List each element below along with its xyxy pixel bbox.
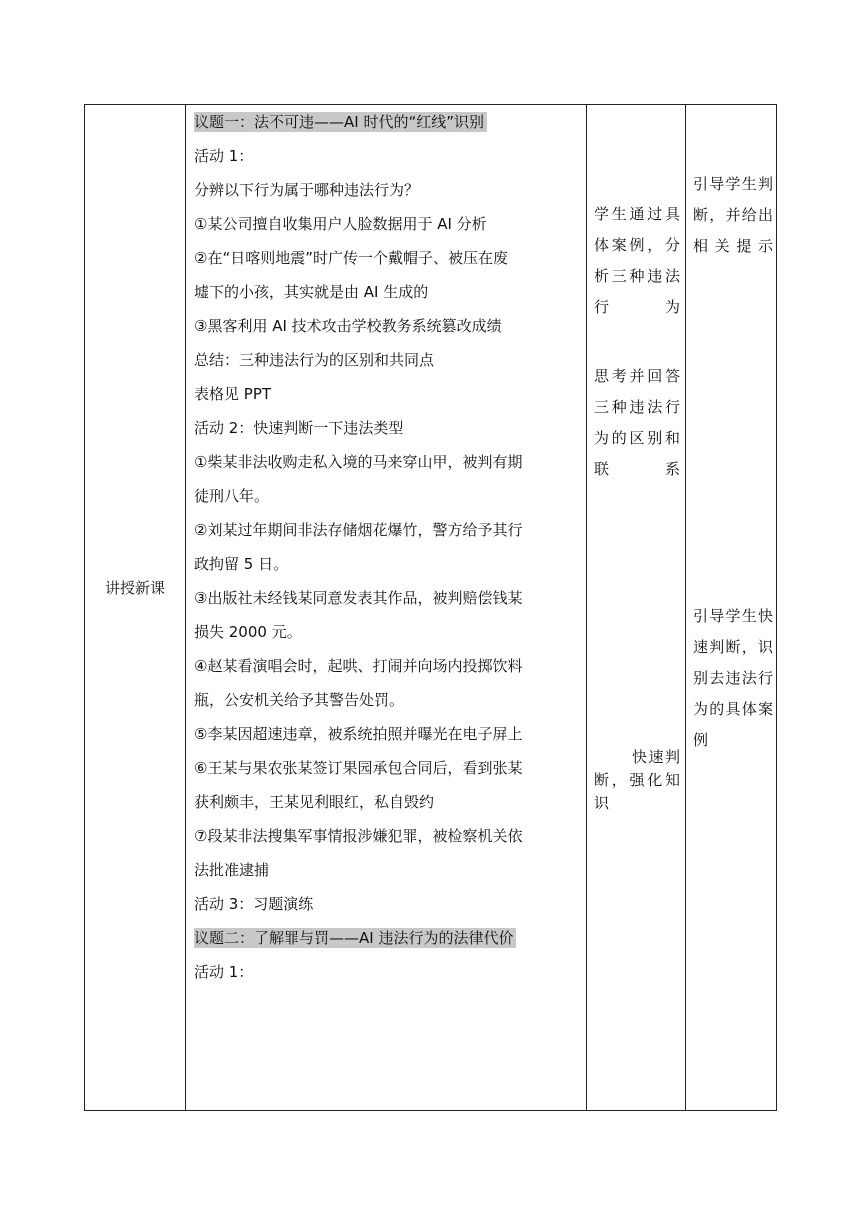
content-line-text: 活动 1： [194,963,254,981]
content-line-text: 徒刑八年。 [194,487,270,505]
student-activity-3: 快速判断，强化知识 [594,748,680,812]
content-line-text: 瓶，公安机关给予其警告处罚。 [194,691,405,709]
content-line [194,616,580,650]
content-line [194,378,580,412]
section-label: 讲授新课 [104,579,165,597]
content-line [194,242,580,276]
content-line [194,548,580,582]
content-line [194,174,580,208]
column-divider [586,105,587,1110]
content-line-text: 分辨以下行为属于哪种违法行为？ [194,181,420,199]
content-line [194,650,580,684]
topic-heading-text: 议题二：了解罪与罚——AI 违法行为的法律代价 [194,928,516,948]
content-line-text: ③出版社未经钱某同意发表其作品，被判赔偿钱某 [194,589,523,607]
teacher-activity-1: 引导学生判断，并给出相关提示 [693,175,773,255]
content-line [194,718,580,752]
content-line-text: ①柴某非法收购走私入境的马来穿山甲，被判有期 [194,453,523,471]
content-line-text: ①某公司擅自收集用户人脸数据用于 AI 分析 [194,215,487,233]
column-divider [185,105,186,1110]
content-line-text: 表格见 PPT [194,385,272,403]
content-line [194,854,580,888]
content-line [194,684,580,718]
content-line-text: ⑤李某因超速违章，被系统拍照并曝光在电子屏上 [194,725,523,743]
content-line [194,480,580,514]
teacher-activity-2: 引导学生快速判断，识别去违法行为的具体案例 [693,607,773,749]
content-line-text: 活动 1： [194,147,254,165]
content-line [194,344,580,378]
content-line [194,956,580,990]
content-line-text: 活动 3：习题演练 [194,895,314,913]
content-line-text: 总结：三种违法行为的区别和共同点 [194,351,435,369]
content-line [194,276,580,310]
lesson-table [84,104,777,1111]
content-line [194,820,580,854]
content-line [194,208,580,242]
content-line [194,888,580,922]
content-line-text: 墟下的小孩，其实就是由 AI 生成的 [194,283,429,301]
topic-heading-text: 议题一：法不可违——AI 时代的“红线”识别 [194,112,487,132]
topic-heading [194,106,580,140]
content-line [194,446,580,480]
content-line-text: ③黑客利用 AI 技术攻击学校教务系统篡改成绩 [194,317,502,335]
content-line-text: 损失 2000 元。 [194,623,302,641]
content-line-text: ⑥王某与果农张某签订果园承包合同后，看到张某 [194,759,523,777]
content-line-text: 法批准逮捕 [194,861,270,879]
content-line-text: 活动 2：快速判断一下违法类型 [194,419,404,437]
content-line [194,786,580,820]
content-line [194,514,580,548]
teaching-content [194,106,580,990]
content-line [194,752,580,786]
content-line-text: ④赵某看演唱会时，起哄、打闹并向场内投掷饮料 [194,657,523,675]
content-line [194,412,580,446]
student-activity-1: 学生通过具体案例，分析三种违法行为 [594,205,680,316]
topic-heading [194,922,580,956]
student-activity-2: 思考并回答三种违法行为的区别和联系 [594,367,680,478]
content-line [194,582,580,616]
content-line [194,310,580,344]
content-line-text: ⑦段某非法搜集军事情报涉嫌犯罪，被检察机关依 [194,827,523,845]
content-line [194,140,580,174]
content-line-text: ②在“日喀则地震”时广传一个戴帽子、被压在废 [194,249,508,267]
content-line-text: 政拘留 5 日。 [194,555,289,573]
content-line-text: 获利颇丰，王某见利眼红，私自毁约 [194,793,435,811]
column-divider [685,105,686,1110]
content-line-text: ②刘某过年期间非法存储烟花爆竹，警方给予其行 [194,521,523,539]
